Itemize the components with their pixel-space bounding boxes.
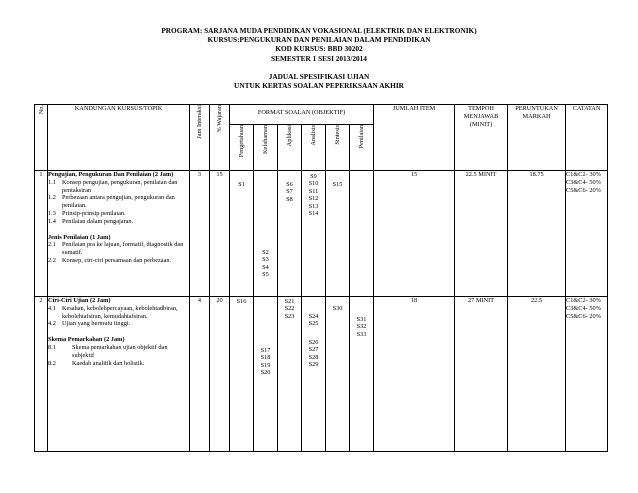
section-title: Ciri-Ciri Ujian (2 Jam) xyxy=(48,297,111,304)
level-comprehension-header: Kefahaman xyxy=(254,125,278,171)
col-notes-header: CATATAN xyxy=(566,105,608,171)
synthesis-items: S15 xyxy=(326,171,350,297)
hours-cell: 3 xyxy=(190,171,210,297)
weight-cell: 15 xyxy=(210,171,230,297)
col-hours-header: Jam Interaksi xyxy=(190,105,210,171)
evaluation-items: S31 S32 S33 xyxy=(350,297,374,452)
list-item: 1.4 Penilaian dalam pengajaran. xyxy=(48,217,134,225)
col-format-header: FORMAT SOALAN (OBJEKTIF) xyxy=(230,105,374,125)
col-no-header: No. xyxy=(35,105,48,171)
hours-cell: 4 xyxy=(190,297,210,452)
col-time-header: TEMPOH MENJAWAB (MINIT) xyxy=(455,105,508,171)
table-row xyxy=(35,171,608,297)
list-item: 1.1 Konsep pengujian, pengukuran, penilaian dan pentaksiran xyxy=(48,178,178,194)
section-title: Pengujian, Pengukuran Dan Penilaian (2 Jam) xyxy=(48,171,174,178)
total-cell: 18 xyxy=(374,297,455,452)
program-line: PROGRAM: SARJANA MUDA PENDIDIKAN VOKASIONAL (ELEKTRIK DAN ELEKTRONIK) xyxy=(161,26,477,35)
row-no: 1 xyxy=(35,171,48,297)
list-item: 1.2 Perbezaan antara pengujian, pengukuran dan penilaian. xyxy=(48,194,175,210)
knowledge-items: S1 xyxy=(230,171,254,297)
weight-cell: 20 xyxy=(210,297,230,452)
synthesis-items: S30 xyxy=(326,297,350,452)
application-items: S6 S7 S8 xyxy=(278,171,302,297)
level-analysis-header: Analisis xyxy=(302,125,326,171)
table-title: JADUAL SPESIFIKASI UJIAN xyxy=(268,71,370,81)
list-item: 1.3 Prinsip-prinsip penilaian. xyxy=(48,209,126,217)
application-items: S21 S22 S23 xyxy=(278,297,302,452)
semester-line: SEMESTER 1 SESI 2013/2014 xyxy=(271,53,367,63)
list-item: 8.2 Kaedah analitik dan holistik. xyxy=(48,359,145,367)
comprehension-items: S17 S18 S19 S20 xyxy=(254,297,278,452)
level-synthesis-header: Sintesis xyxy=(326,125,350,171)
analysis-items: S9 S10 S11 S12 S13 S14 xyxy=(302,171,326,297)
table-row xyxy=(35,297,608,452)
col-marks-header: PERUNTUKAN MARKAH xyxy=(508,105,566,171)
topic-cell xyxy=(48,297,190,452)
time-cell: 22.5 MINIT xyxy=(455,171,508,297)
specification-table xyxy=(34,104,608,452)
level-application-header: Aplikasi xyxy=(278,125,302,171)
marks-cell: 22.5 xyxy=(508,297,566,452)
level-evaluation-header: Penilaian xyxy=(350,125,374,171)
row-no: 2 xyxy=(35,297,48,452)
comprehension-items: S2 S3 S4 S5 xyxy=(254,171,278,297)
list-item: 8.1 Skema pemarkahan ujian objektif dan subjektif xyxy=(48,343,168,359)
list-item: 4.1 Kesahan, kebolehpercayaan, kebolehtadbiran, kebolehtafsiran, kemudahtafsiran. xyxy=(48,304,178,320)
table-subtitle: UNTUK KERTAS SOALAN PEPERIKSAAN AKHIR xyxy=(234,81,404,91)
section-title: Jenis Penilaian (1 Jam) xyxy=(48,233,111,241)
list-item: 2.2 Konsep, ciri-ciri persamaan dan perbezaan. xyxy=(48,256,172,264)
level-knowledge-header: Pengetahuan xyxy=(230,125,254,171)
course-line: KURSUS:PENGUKURAN DAN PENILAIAN DALAM PENDIDIKAN xyxy=(207,35,431,45)
topic-cell xyxy=(48,171,190,297)
col-total-header: JUMLAH ITEM xyxy=(374,105,455,171)
document-header xyxy=(0,26,638,90)
list-item: 4.2 Ujian yang bermutu tinggi. xyxy=(48,320,131,328)
marks-cell: 18.75 xyxy=(508,171,566,297)
section-title: Skema Pemarkahan (2 Jam) xyxy=(48,336,125,344)
col-weight-header: % Wajaran xyxy=(210,105,230,171)
analysis-items: S24 S25 S26 S27 S28 S29 xyxy=(302,297,326,452)
notes-cell: C1&C2- 30% C3&C4- 50% C5&C6- 20% xyxy=(566,171,608,297)
total-cell: 15 xyxy=(374,171,455,297)
evaluation-items xyxy=(350,171,374,297)
time-cell: 27 MINIT xyxy=(455,297,508,452)
col-topic-header: KANDUNGAN KURSUS/TOPIK xyxy=(48,105,190,171)
list-item: 2.1 Penilaian pra ke lajuan, formatif, diagnostik dan sumatif. xyxy=(48,241,184,257)
knowledge-items: S16 xyxy=(230,297,254,452)
notes-cell: C1&C2- 30% C3&C4- 50% C5&C6- 20% xyxy=(566,297,608,452)
course-code-line: KOD KURSUS: BBD 30202 xyxy=(275,44,363,54)
